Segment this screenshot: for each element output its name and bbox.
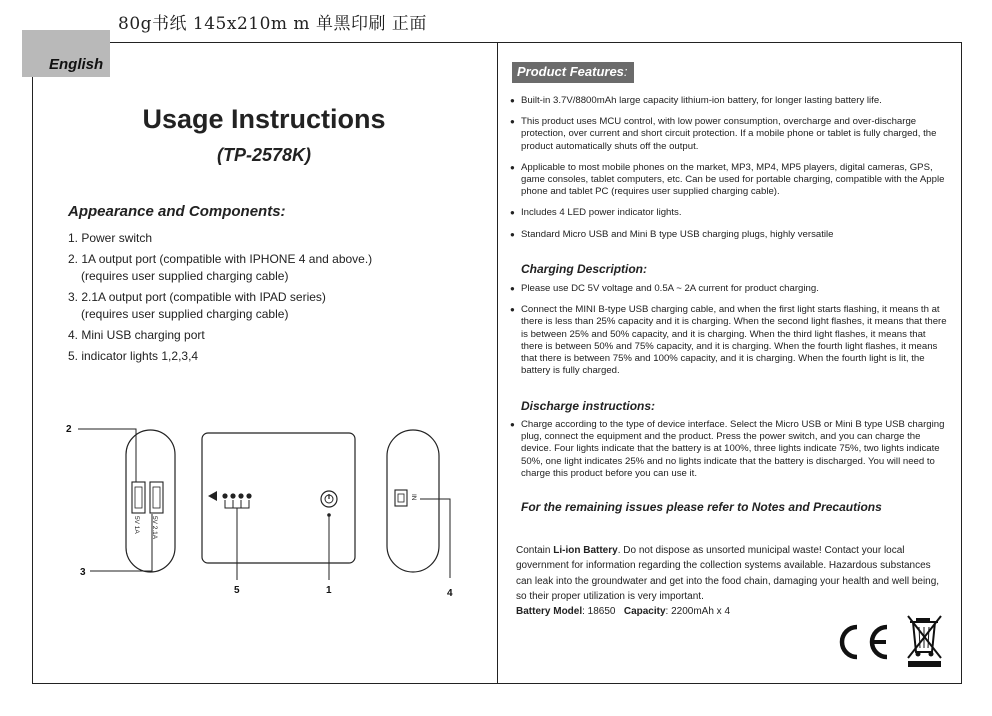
features-heading (512, 62, 634, 83)
features-heading-text: Product Features (517, 64, 624, 79)
port-label-1a: 5V 1A (133, 516, 140, 534)
component-item (68, 230, 488, 247)
component-list (68, 230, 488, 369)
language-label: English (49, 56, 104, 73)
callout-3: 3 (80, 567, 86, 578)
indicator-light (246, 493, 251, 498)
column-divider (497, 42, 498, 684)
ce-mark-icon (832, 622, 894, 662)
battery-contain-prefix: Contain (516, 545, 554, 556)
charging-item: ● Connect the MINI B-type USB charging cable, and when the first light starts flashing, it means th at there is less than 25% capacity and it is charging. When the second light flashes, it means that there is between 25% and 50% capacity, and it is charging. When the third light flashes, it means that there is between 50% and 75% capacity, and it is charging. When the fourth light flashes, it means that there is between 75% and 100% capacity, and it is charging. When the fourth light is lit, the battery is fully charged. (510, 304, 950, 377)
battery-model-label: Battery Model (516, 606, 583, 618)
feature-item: ● Standard Micro USB and Mini B type USB charging plugs, highly versatile (510, 229, 950, 241)
battery-disposal-text: . Do not dispose as unsorted municipal waste! Contact your local government for information regarding the collection systems available. Hazardous substances can leak into the groundwater and get into the food chain, damaging your health and well being, so their proper utilization is very important. (516, 545, 940, 602)
appearance-heading: Appearance and Components: (68, 203, 286, 220)
callout-1: 1 (326, 585, 332, 596)
component-text: 4. Mini USB charging port (68, 328, 205, 342)
indicator-light (230, 493, 235, 498)
callout-5: 5 (234, 585, 240, 596)
product-diagram (60, 418, 480, 603)
component-item (68, 289, 488, 323)
discharge-heading: Discharge instructions: (521, 399, 656, 413)
callout-2: 2 (66, 424, 72, 435)
port-label-2a: 5V 2.1A (151, 516, 158, 540)
component-item (68, 327, 488, 344)
capacity-value: : 2200mAh x 4 (665, 606, 731, 618)
component-item (68, 348, 488, 365)
indicator-light (222, 493, 227, 498)
indicator-light (238, 493, 243, 498)
model-number: (TP-2578K) (216, 145, 312, 165)
weee-bin-icon (905, 614, 945, 668)
component-text: 3. 2.1A output port (compatible with IPAD series) (68, 290, 326, 304)
component-subtext: (requires user supplied charging cable) (81, 307, 289, 321)
feature-item: ● Applicable to most mobile phones on the market, MP3, MP4, MP5 players, digital cameras, GPS, game consoles, tablet computers, etc. Can be used for portable charging, compatible with the Apple phone and tablet PC (requires user supplied charging cable). (510, 162, 950, 199)
component-text: 1. Power switch (68, 231, 153, 245)
remaining-issues-note: For the remaining issues please refer to Notes and Precautions (521, 500, 882, 514)
indicator-arrow (208, 491, 217, 501)
charging-list (510, 283, 950, 386)
print-spec-note: 80g书纸 145x210m m 单黑印刷 正面 (118, 14, 427, 34)
battery-disposal-notice (516, 543, 946, 619)
feature-item: ● Built-in 3.7V/8800mAh large capacity lithium-ion battery, for longer lasting battery life. (510, 95, 950, 107)
component-text: 2. 1A output port (compatible with IPHONE 4 and above.) (68, 252, 373, 266)
mini-usb-port (395, 490, 407, 506)
feature-item: ● Includes 4 LED power indicator lights. (510, 207, 950, 219)
callout-4: 4 (447, 588, 453, 599)
charging-heading: Charging Description: (521, 262, 648, 276)
battery-type: Li-ion Battery (553, 545, 618, 556)
component-text: 5. indicator lights 1,2,3,4 (68, 349, 199, 363)
capacity-label: Capacity (623, 606, 666, 618)
discharge-item: ● Charge according to the type of device interface. Select the Micro USB or Mini B type USB charging plug, connect the equipment and the product. Press the power switch, and you can charge the device. Four lights indicate that the battery is at 100%, three lights indicate 75%, two lights indicate 50%, one light indicates 25% and no lights indicate that the battery is discharged. You will need to charge this product before you can use it. (510, 419, 950, 480)
discharge-list (510, 419, 950, 489)
component-item (68, 251, 488, 285)
features-heading-colon: : (623, 64, 628, 79)
component-subtext: (requires user supplied charging cable) (81, 269, 289, 283)
features-list (510, 95, 950, 250)
feature-item: ● This product uses MCU control, with low power consumption, overcharge and over-discharge protection, over current and short circuit protection. If a mobile phone or tablet is fully charged, the product automatically shuts off the output. (510, 116, 950, 153)
charging-item: ● Please use DC 5V voltage and 0.5A ~ 2A current for product charging. (510, 283, 950, 295)
in-label: IN (410, 494, 417, 501)
page-title: Usage Instructions (142, 104, 386, 134)
battery-model-value: : 18650 (582, 606, 616, 618)
